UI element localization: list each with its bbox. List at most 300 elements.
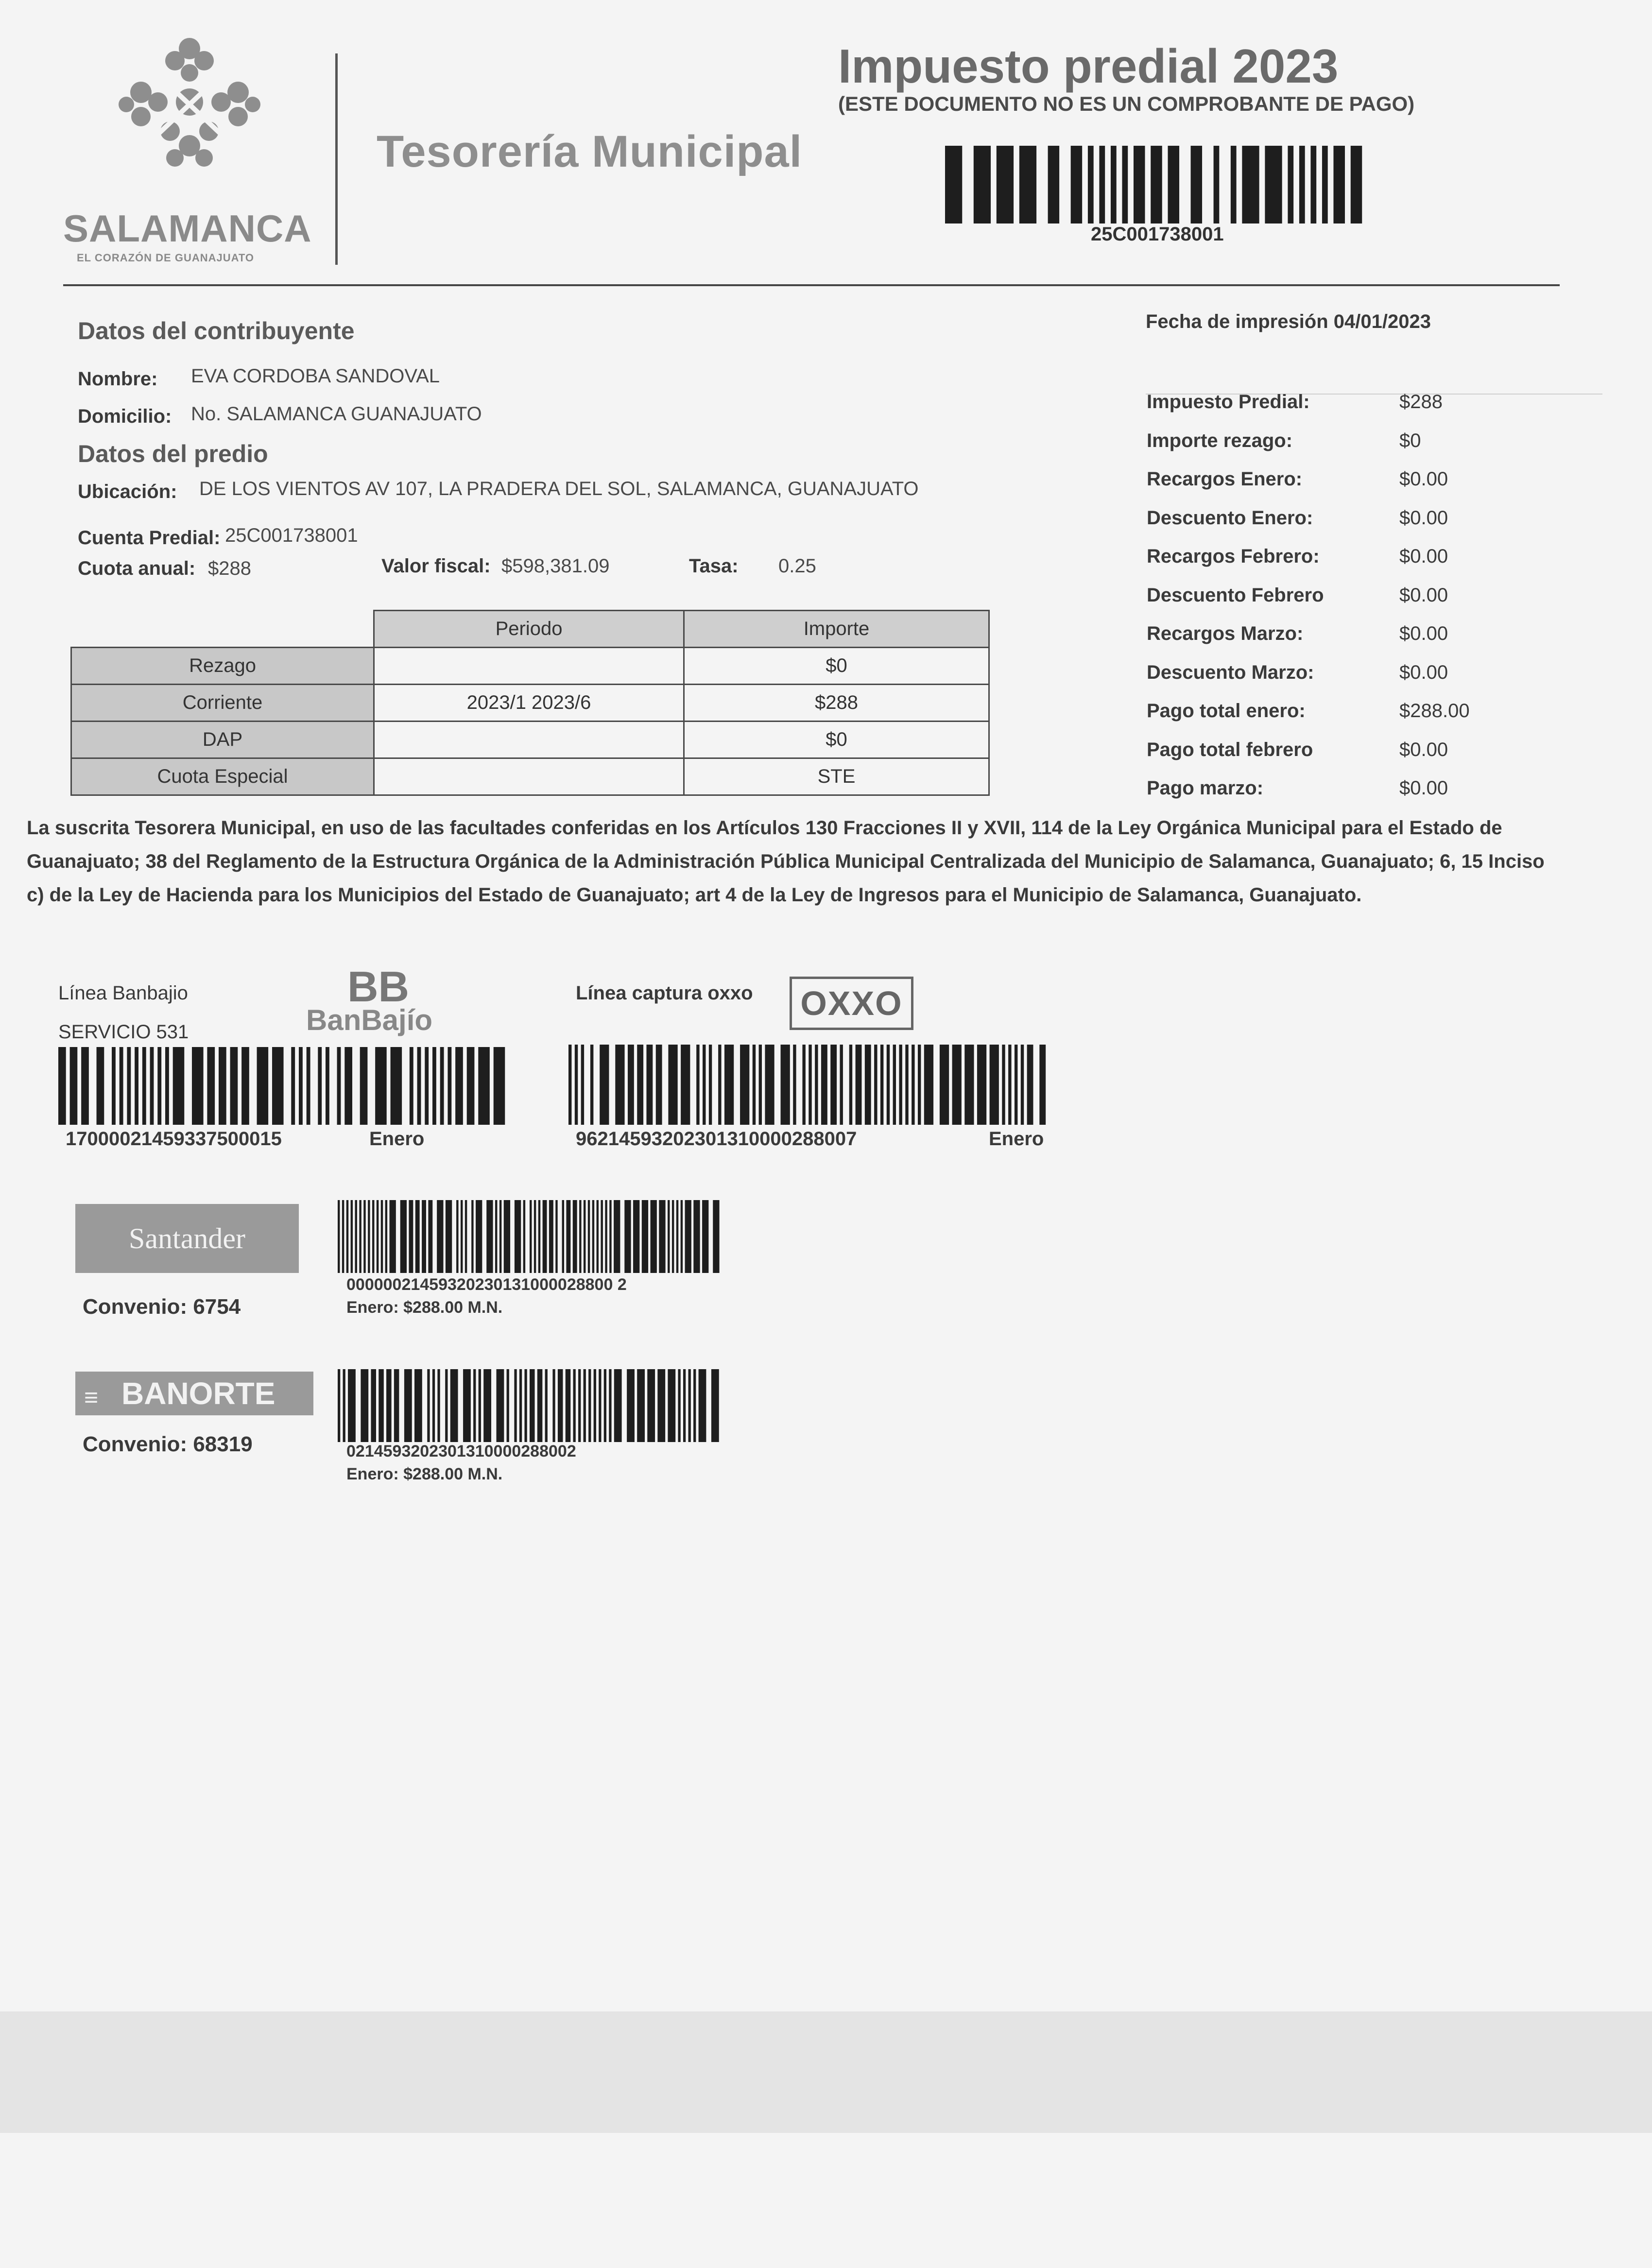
barcode-bar <box>637 1369 645 1442</box>
barcode-bar <box>1071 146 1083 223</box>
barcode-bar <box>555 1200 557 1273</box>
barcode-bar <box>461 1200 463 1273</box>
barcode-bar <box>478 1047 490 1125</box>
barcode-bar <box>543 1200 547 1273</box>
barcode-bar <box>945 146 962 223</box>
barcode-bar <box>534 1200 536 1273</box>
period-cell <box>374 648 684 685</box>
barcode-bar <box>81 1047 89 1125</box>
barcode-bar <box>386 1369 392 1442</box>
barcode-bar <box>165 1047 169 1125</box>
barcode-bar <box>337 1047 341 1125</box>
fiscal-value-label: Valor fiscal: <box>381 555 491 577</box>
period-cell <box>374 722 684 758</box>
barcode-bar <box>711 1369 719 1442</box>
barcode-bar <box>360 1047 368 1125</box>
barcode-bar <box>604 1369 606 1442</box>
summary-value: $0.00 <box>1399 546 1448 567</box>
summary-row <box>1147 662 1506 700</box>
oxxo-logo-icon <box>790 977 913 1030</box>
oxxo-code: 96214593202301310000288007 <box>576 1128 857 1150</box>
main-barcode <box>945 146 1368 223</box>
barcode-bar <box>575 1045 578 1125</box>
summary-label: Pago marzo: <box>1147 777 1264 799</box>
period-cell: 2023/1 2023/6 <box>374 685 684 722</box>
barcode-bar <box>1151 146 1162 223</box>
barcode-bar <box>135 1047 138 1125</box>
summary-label: Pago total febrero <box>1147 739 1313 760</box>
address-label: Domicilio: <box>78 406 172 427</box>
barcode-bar <box>385 1200 387 1273</box>
barcode-bar <box>359 1200 361 1273</box>
summary-row <box>1147 391 1506 429</box>
annual-fee-value: $288 <box>208 558 251 579</box>
banorte-logo-text: BANORTE <box>121 1376 275 1411</box>
barcode-bar <box>924 1045 933 1125</box>
barcode-bar <box>342 1200 344 1273</box>
barcode-bar <box>693 1369 696 1442</box>
summary-label: Recargos Enero: <box>1147 468 1303 490</box>
barcode-bar <box>683 1369 686 1442</box>
barcode-bar <box>940 1045 949 1125</box>
table-row <box>71 722 989 758</box>
barcode-bar <box>471 1200 473 1273</box>
barcode-bar <box>601 1200 602 1273</box>
barcode-bar <box>614 1200 620 1273</box>
print-date: Fecha de impresión 04/01/2023 <box>1146 311 1431 332</box>
footer-band <box>0 2011 1652 2133</box>
barcode-bar <box>802 1045 805 1125</box>
summary-row <box>1147 777 1506 815</box>
barcode-bar <box>672 1200 674 1273</box>
barcode-bar <box>1122 146 1128 223</box>
barcode-bar <box>562 1200 564 1273</box>
summary-row <box>1147 430 1506 468</box>
banorte-code: 0214593202301310000288002 <box>346 1442 576 1460</box>
barcode-bar <box>964 1045 974 1125</box>
barcode-bar <box>483 1369 491 1442</box>
barcode-bar <box>952 1045 962 1125</box>
barcode-bar <box>1134 146 1145 223</box>
barcode-bar <box>1015 1045 1017 1125</box>
summary-value: $0.00 <box>1399 468 1448 490</box>
barcode-bar <box>351 1200 353 1273</box>
barcode-bar <box>142 1047 146 1125</box>
barcode-bar <box>538 1200 540 1273</box>
barcode-bar <box>597 1200 599 1273</box>
barcode-bar <box>759 1045 762 1125</box>
barcode-bar <box>1002 1045 1005 1125</box>
barcode-bar <box>1310 146 1316 223</box>
concept-cell: DAP <box>71 722 374 758</box>
period-header: Periodo <box>374 611 684 648</box>
barcode-bar <box>753 1045 756 1125</box>
location-value: DE LOS VIENTOS AV 107, LA PRADERA DEL SOL, SALAMANCA, GUANAJUATO <box>199 478 919 499</box>
amount-header: Importe <box>684 611 989 648</box>
santander-logo-text: Santander <box>129 1222 245 1254</box>
oxxo-logo-text: OXXO <box>800 984 903 1022</box>
summary-row <box>1147 546 1506 584</box>
barcode-bar <box>299 1047 303 1125</box>
summary-row <box>1147 584 1506 622</box>
summary-row <box>1147 700 1506 738</box>
banbajio-month: Enero <box>369 1128 425 1150</box>
barcode-bar <box>427 1369 430 1442</box>
summary-label: Recargos Marzo: <box>1147 623 1304 644</box>
barcode-bar <box>718 1045 721 1125</box>
barcode-bar <box>633 1200 639 1273</box>
barcode-bar <box>495 1200 497 1273</box>
barcode-bar <box>1088 146 1094 223</box>
barcode-bar <box>523 1200 525 1273</box>
barcode-bar <box>615 1045 624 1125</box>
barcode-bar <box>417 1047 421 1125</box>
barcode-bar <box>415 1200 420 1273</box>
account-value: 25C001738001 <box>225 525 358 546</box>
barcode-bar <box>1351 146 1362 223</box>
barcode-bar <box>709 1045 712 1125</box>
summary-value: $0.00 <box>1399 739 1448 760</box>
barcode-bar <box>422 1200 426 1273</box>
barcode-bar <box>840 1045 843 1125</box>
barcode-bar <box>486 1200 493 1273</box>
barcode-bar <box>437 1369 440 1442</box>
barcode-bar <box>326 1047 329 1125</box>
summary-label: Descuento Enero: <box>1147 507 1313 529</box>
barcode-bar <box>1111 146 1117 223</box>
barcode-bar <box>361 1369 368 1442</box>
summary-row <box>1147 623 1506 661</box>
barcode-bar <box>594 1369 596 1442</box>
barcode-bar <box>642 1200 648 1273</box>
barcode-bar <box>545 1369 548 1442</box>
table-row <box>71 648 989 685</box>
summary-value: $0.00 <box>1399 777 1448 799</box>
period-cell <box>374 758 684 795</box>
barcode-bar <box>681 1200 683 1273</box>
barcode-bar <box>549 1200 553 1273</box>
barcode-bar <box>849 1045 852 1125</box>
barcode-bar <box>703 1045 706 1125</box>
barcode-bar <box>552 1369 555 1442</box>
barcode-bar <box>127 1047 131 1125</box>
barcode-bar <box>584 1369 586 1442</box>
barcode-bar <box>609 1369 611 1442</box>
summary-label: Importe rezago: <box>1147 430 1293 451</box>
fiscal-value-amount: $598,381.09 <box>501 555 610 577</box>
office-name: Tesorería Municipal <box>377 127 803 176</box>
barcode-bar <box>97 1047 104 1125</box>
barcode-bar <box>628 1045 634 1125</box>
barcode-bar <box>241 1047 249 1125</box>
santander-logo-icon <box>75 1204 299 1273</box>
barcode-bar <box>456 1200 458 1273</box>
barcode-bar <box>558 1369 563 1442</box>
barcode-bar <box>1048 146 1060 223</box>
barcode-bar <box>414 1369 422 1442</box>
amount-cell: $288 <box>684 685 989 722</box>
location-label: Ubicación: <box>78 481 177 502</box>
summary-value: $0.00 <box>1399 623 1448 644</box>
barcode-bar <box>713 1200 719 1273</box>
header-divider <box>335 53 338 265</box>
barcode-bar <box>605 1200 607 1273</box>
barcode-bar <box>409 1200 413 1273</box>
barcode-bar <box>371 1369 376 1442</box>
barcode-bar <box>1333 146 1345 223</box>
barcode-bar <box>584 1200 585 1273</box>
barcode-bar <box>377 1200 379 1273</box>
barcode-bar <box>463 1369 471 1442</box>
barcode-bar <box>379 1369 384 1442</box>
logo-tagline: EL CORAZÓN DE GUANAJUATO <box>77 252 255 264</box>
barcode-bar <box>578 1369 581 1442</box>
main-barcode-number: 25C001738001 <box>1091 223 1224 245</box>
barcode-bar <box>656 1045 662 1125</box>
barcode-bar <box>856 1045 862 1125</box>
barcode-bar <box>815 1045 818 1125</box>
barcode-bar <box>821 1045 827 1125</box>
barcode-bar <box>363 1200 365 1273</box>
summary-row <box>1147 739 1506 777</box>
barcode-bar <box>410 1047 413 1125</box>
summary-label: Pago total enero: <box>1147 700 1306 722</box>
barcode-bar <box>678 1369 680 1442</box>
barcode-bar <box>1231 146 1237 223</box>
barcode-bar <box>530 1369 535 1442</box>
barcode-bar <box>1168 146 1180 223</box>
barcode-bar <box>887 1045 890 1125</box>
barcode-bar <box>1039 1045 1046 1125</box>
barcode-bar <box>479 1369 481 1442</box>
table-row <box>71 685 989 722</box>
barcode-bar <box>428 1200 432 1273</box>
account-label: Cuenta Predial: <box>78 527 221 549</box>
barcode-bar <box>476 1200 482 1273</box>
barcode-bar <box>497 1369 504 1442</box>
barcode-bar <box>338 1200 340 1273</box>
table-row <box>71 758 989 795</box>
barcode-bar <box>600 1045 609 1125</box>
barcode-bar <box>465 1200 467 1273</box>
banbajio-label: Línea Banbajio <box>58 982 188 1004</box>
oxxo-barcode <box>568 1045 1052 1125</box>
barcode-bar <box>257 1047 269 1125</box>
concept-cell: Cuota Especial <box>71 758 374 795</box>
barcode-bar <box>425 1047 429 1125</box>
amount-cell: $0 <box>684 648 989 685</box>
barcode-bar <box>609 1200 611 1273</box>
barcode-bar <box>150 1047 154 1125</box>
document-title: Impuesto predial 2023 <box>838 39 1339 93</box>
banorte-logo-icon <box>75 1372 313 1415</box>
barcode-bar <box>446 1200 452 1273</box>
barcode-bar <box>977 1045 986 1125</box>
barcode-bar <box>592 1200 594 1273</box>
barcode-bar <box>599 1369 601 1442</box>
barcode-bar <box>627 1369 635 1442</box>
barcode-bar <box>990 1045 999 1125</box>
summary-label: Recargos Febrero: <box>1147 546 1320 567</box>
barcode-bar <box>519 1369 522 1442</box>
barcode-bar <box>219 1047 226 1125</box>
barcode-bar <box>918 1045 921 1125</box>
barcode-bar <box>445 1369 447 1442</box>
barcode-bar <box>668 1369 675 1442</box>
barcode-bar <box>473 1369 476 1442</box>
barcode-bar <box>375 1047 387 1125</box>
barcode-bar <box>372 1200 374 1273</box>
banbajio-service: SERVICIO 531 <box>58 1021 189 1043</box>
barcode-bar <box>537 1369 543 1442</box>
santander-barcode <box>338 1200 722 1273</box>
table-header-row <box>71 611 989 648</box>
barcode-bar <box>912 1045 914 1125</box>
barcode-bar <box>494 1047 505 1125</box>
concept-cell: Corriente <box>71 685 374 722</box>
salamanca-logo-icon <box>112 34 267 170</box>
santander-amount: Enero: $288.00 M.N. <box>346 1298 503 1317</box>
barcode-bar <box>455 1047 463 1125</box>
barcode-bar <box>905 1045 908 1125</box>
barcode-bar <box>699 1369 706 1442</box>
summary-value: $288 <box>1399 391 1443 412</box>
barcode-bar <box>1027 1045 1033 1125</box>
barcode-bar <box>893 1045 896 1125</box>
barcode-bar <box>112 1047 116 1125</box>
barcode-bar <box>765 1045 774 1125</box>
barcode-bar <box>581 1045 584 1125</box>
barcode-bar <box>391 1047 402 1125</box>
summary-row <box>1147 468 1506 506</box>
barcode-bar <box>880 1045 883 1125</box>
barcode-bar <box>830 1045 837 1125</box>
property-section-title: Datos del predio <box>78 440 268 467</box>
barcode-bar <box>348 1369 356 1442</box>
barcode-bar <box>681 1045 690 1125</box>
barcode-bar <box>651 1200 657 1273</box>
banbajio-code: 17000021459337500015 <box>66 1128 282 1150</box>
santander-code: 00000021459320230131000028800 2 <box>346 1275 627 1294</box>
taxpayer-section-title: Datos del contribuyente <box>78 317 355 344</box>
barcode-bar <box>307 1047 310 1125</box>
amount-cell: STE <box>684 758 989 795</box>
name-label: Nombre: <box>78 368 158 390</box>
banbajio-logo-icon: BB <box>347 962 410 1011</box>
barcode-bar <box>1019 146 1036 223</box>
banbajio-barcode <box>58 1047 513 1125</box>
barcode-bar <box>624 1200 631 1273</box>
barcode-bar <box>702 1200 708 1273</box>
barcode-bar <box>590 1045 593 1125</box>
barcode-bar <box>657 1369 665 1442</box>
summary-value: $288.00 <box>1399 700 1470 722</box>
barcode-bar <box>440 1047 444 1125</box>
barcode-bar <box>637 1045 643 1125</box>
barcode-bar <box>1021 1045 1024 1125</box>
barcode-bar <box>404 1369 412 1442</box>
barcode-bar <box>400 1200 407 1273</box>
summary-value: $0.00 <box>1399 661 1448 683</box>
barcode-bar <box>865 1045 871 1125</box>
barcode-bar <box>507 1369 509 1442</box>
barcode-bar <box>524 1369 527 1442</box>
period-table <box>70 610 990 796</box>
amount-cell: $0 <box>684 722 989 758</box>
barcode-bar <box>693 1200 700 1273</box>
barcode-bar <box>614 1369 622 1442</box>
barcode-bar <box>781 1045 790 1125</box>
barcode-bar <box>346 1200 348 1273</box>
barcode-bar <box>566 1369 571 1442</box>
summary-value: $0.00 <box>1399 507 1448 529</box>
barcode-bar <box>793 1045 796 1125</box>
barcode-bar <box>530 1200 532 1273</box>
barcode-bar <box>394 1369 399 1442</box>
document-subtitle: (ESTE DOCUMENTO NO ES UN COMPROBANTE DE PAGO) <box>838 92 1415 115</box>
barcode-bar <box>1008 1045 1011 1125</box>
barcode-bar <box>344 1047 352 1125</box>
barcode-bar <box>230 1047 238 1125</box>
barcode-bar <box>646 1045 653 1125</box>
barcode-bar <box>566 1200 570 1273</box>
barcode-bar <box>696 1045 699 1125</box>
barcode-bar <box>450 1369 458 1442</box>
barcode-bar <box>588 1369 591 1442</box>
barcode-bar <box>668 1045 677 1125</box>
barcode-bar <box>368 1200 370 1273</box>
banorte-agreement: Convenio: 68319 <box>83 1432 253 1456</box>
logo-text: SALAMANCA <box>63 207 312 250</box>
barcode-bar <box>447 1047 451 1125</box>
barcode-bar <box>740 1045 749 1125</box>
rate-label: Tasa: <box>689 555 739 577</box>
banorte-mark-icon: ≡ <box>84 1384 99 1411</box>
oxxo-month: Enero <box>989 1128 1044 1150</box>
barcode-bar <box>291 1047 295 1125</box>
concept-cell: Rezago <box>71 648 374 685</box>
legal-paragraph: La suscrita Tesorera Municipal, en uso de las facultades conferidas en los Artículos 130 Fracciones II y XVII, 114 de la Ley Orgánica Municipal para el Estado de Guanajuato; 38 del Reglamento de la Estructura Orgánica de la Administración Pública Municipal Centralizada del Municipio de Salamanca, Guanajuato; 6, 15 Inciso c) de la Ley de Hacienda para los Municipios del Estado de Guanajuato; art 4 de la Ley de Ingresos para el Municipio de Salamanca, Guanajuato. <box>27 817 1545 906</box>
barcode-bar <box>390 1200 396 1273</box>
barcode-bar <box>579 1200 581 1273</box>
barcode-bar <box>157 1047 161 1125</box>
banorte-barcode <box>338 1369 722 1442</box>
barcode-bar <box>343 1369 345 1442</box>
barcode-bar <box>573 1200 577 1273</box>
oxxo-label: Línea captura oxxo <box>576 982 753 1004</box>
summary-label: Descuento Febrero <box>1147 584 1324 606</box>
barcode-bar <box>1214 146 1220 223</box>
barcode-bar <box>573 1369 576 1442</box>
barcode-bar <box>568 1045 571 1125</box>
barcode-bar <box>207 1047 215 1125</box>
barcode-bar <box>974 146 991 223</box>
barcode-bar <box>499 1200 501 1273</box>
barcode-bar <box>647 1369 655 1442</box>
barcode-bar <box>1299 146 1305 223</box>
barcode-bar <box>338 1369 340 1442</box>
barcode-bar <box>1099 146 1105 223</box>
barcode-bar <box>504 1200 510 1273</box>
annual-fee-label: Cuota anual: <box>78 558 196 579</box>
barcode-bar <box>173 1047 185 1125</box>
barcode-bar <box>437 1200 443 1273</box>
summary-label: Descuento Marzo: <box>1147 661 1314 683</box>
barcode-bar <box>809 1045 811 1125</box>
barcode-bar <box>899 1045 902 1125</box>
barcode-bar <box>467 1047 475 1125</box>
rate-value: 0.25 <box>778 555 816 577</box>
